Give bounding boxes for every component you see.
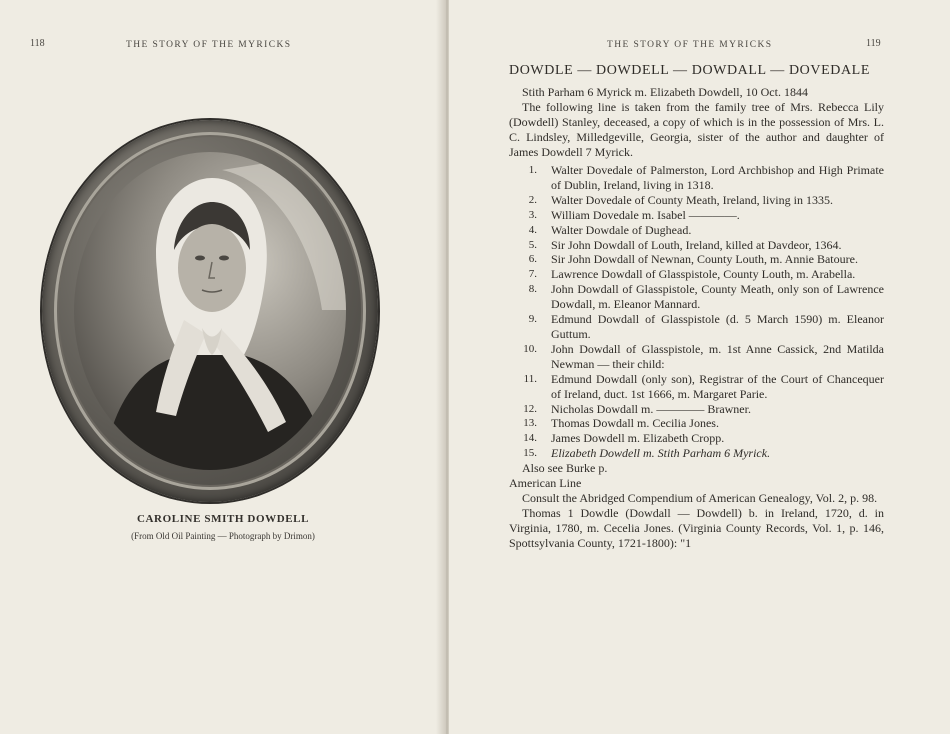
left-page — [0, 0, 446, 734]
lineage-item: 1. Walter Dovedale of Palmerston, Lord Archbishop and High Primate of Dublin, Ireland, living in 1318. — [528, 163, 884, 192]
intro-paragraph — [509, 100, 884, 160]
intro-marriage-line — [509, 85, 884, 100]
right-running-head: THE STORY OF THE MYRICKS — [607, 40, 773, 50]
lineage-item: 11. Edmund Dowdall (only son), Registrar of the Court of Chancequer of Ireland, duct. 1st 1666, m. Margaret Parie. — [523, 371, 884, 401]
lineage-item: 14. James Dowdell m. Elizabeth Cropp. — [523, 431, 725, 446]
lineage-item: 3. William Dovedale m. Isabel ————. — [528, 207, 740, 222]
left-running-head: THE STORY OF THE MYRICKS — [126, 40, 292, 50]
lineage-item: 5. Sir John Dowdall of Louth, Ireland, killed at Davdeor, 1364. — [528, 237, 842, 252]
oval-portrait-frame — [42, 120, 378, 502]
consult-paragraph: Consult the Abridged Compendium of American Genealogy, Vol. 2, p. 98. — [522, 490, 878, 505]
right-page-number: 119 — [866, 38, 881, 49]
lineage-item: 4. Walter Dowdale of Dughead. — [528, 222, 692, 237]
lineage-list — [509, 163, 884, 551]
lineage-item: 9. Edmund Dowdall of Glasspistole (d. 5 March 1590) m. Eleanor Guttum. — [528, 312, 884, 341]
lineage-item: 6. Sir John Dowdall of Newnan, County Louth, m. Annie Batoure. — [528, 252, 858, 267]
portrait-caption-name: CAROLINE SMITH DOWDELL — [136, 513, 310, 525]
section-heading: DOWDLE — DOWDELL — DOWDALL — DOVEDALE — [509, 63, 870, 78]
lineage-item: 12. Nicholas Dowdall m. ———— Brawner. — [523, 401, 751, 416]
lineage-item: 10. John Dowdall of Glasspistole, m. 1st Anne Cassick, 2nd Matilda Newman — their child: — [523, 341, 884, 371]
american-line-heading: American Line — [509, 476, 582, 491]
lineage-item: 7. Lawrence Dowdall of Glasspistole, County Louth, m. Arabella. — [528, 267, 856, 282]
thomas-paragraph: Thomas 1 Dowdle (Dowdall — Dowdell) b. in Ireland, 1720, d. in Virginia, 1780, m. Cecelia Jones. (Virginia County Records, Vol. 1, p. 146, Spottsylvania County, 1721-1800): "1 — [509, 505, 884, 550]
intro-line-text: Stith Parham 6 Myrick m. Elizabeth Dowdell, 10 Oct. 1844 — [522, 85, 808, 99]
lineage-item: 15. Elizabeth Dowdell m. Stith Parham 6 Myrick. — [523, 446, 771, 461]
lineage-item: 2. Walter Dovedale of County Meath, Ireland, living in 1335. — [528, 192, 833, 207]
lineage-item: 13. Thomas Dowdall m. Cecilia Jones. — [523, 416, 719, 431]
also-see-line: Also see Burke p. — [522, 461, 608, 476]
lineage-item: 8. John Dowdall of Glasspistole, County Meath, only son of Lawrence Dowdall, m. Eleanor Mannard. — [528, 282, 884, 312]
left-page-number: 118 — [30, 38, 45, 49]
portrait-painting — [72, 150, 348, 472]
portrait-caption-credit: (From Old Oil Painting — Photograph by Drimon) — [131, 531, 315, 541]
intro-paragraph-text: The following line is taken from the family tree of Mrs. Rebecca Lily (Dowdell) Stanley, deceased, a copy of which is in the possession of Mrs. L. C. Lindsley, Milledgeville, Georgia, sister of the author and daughter of James Dowdell 7 Myrick. — [509, 100, 884, 159]
